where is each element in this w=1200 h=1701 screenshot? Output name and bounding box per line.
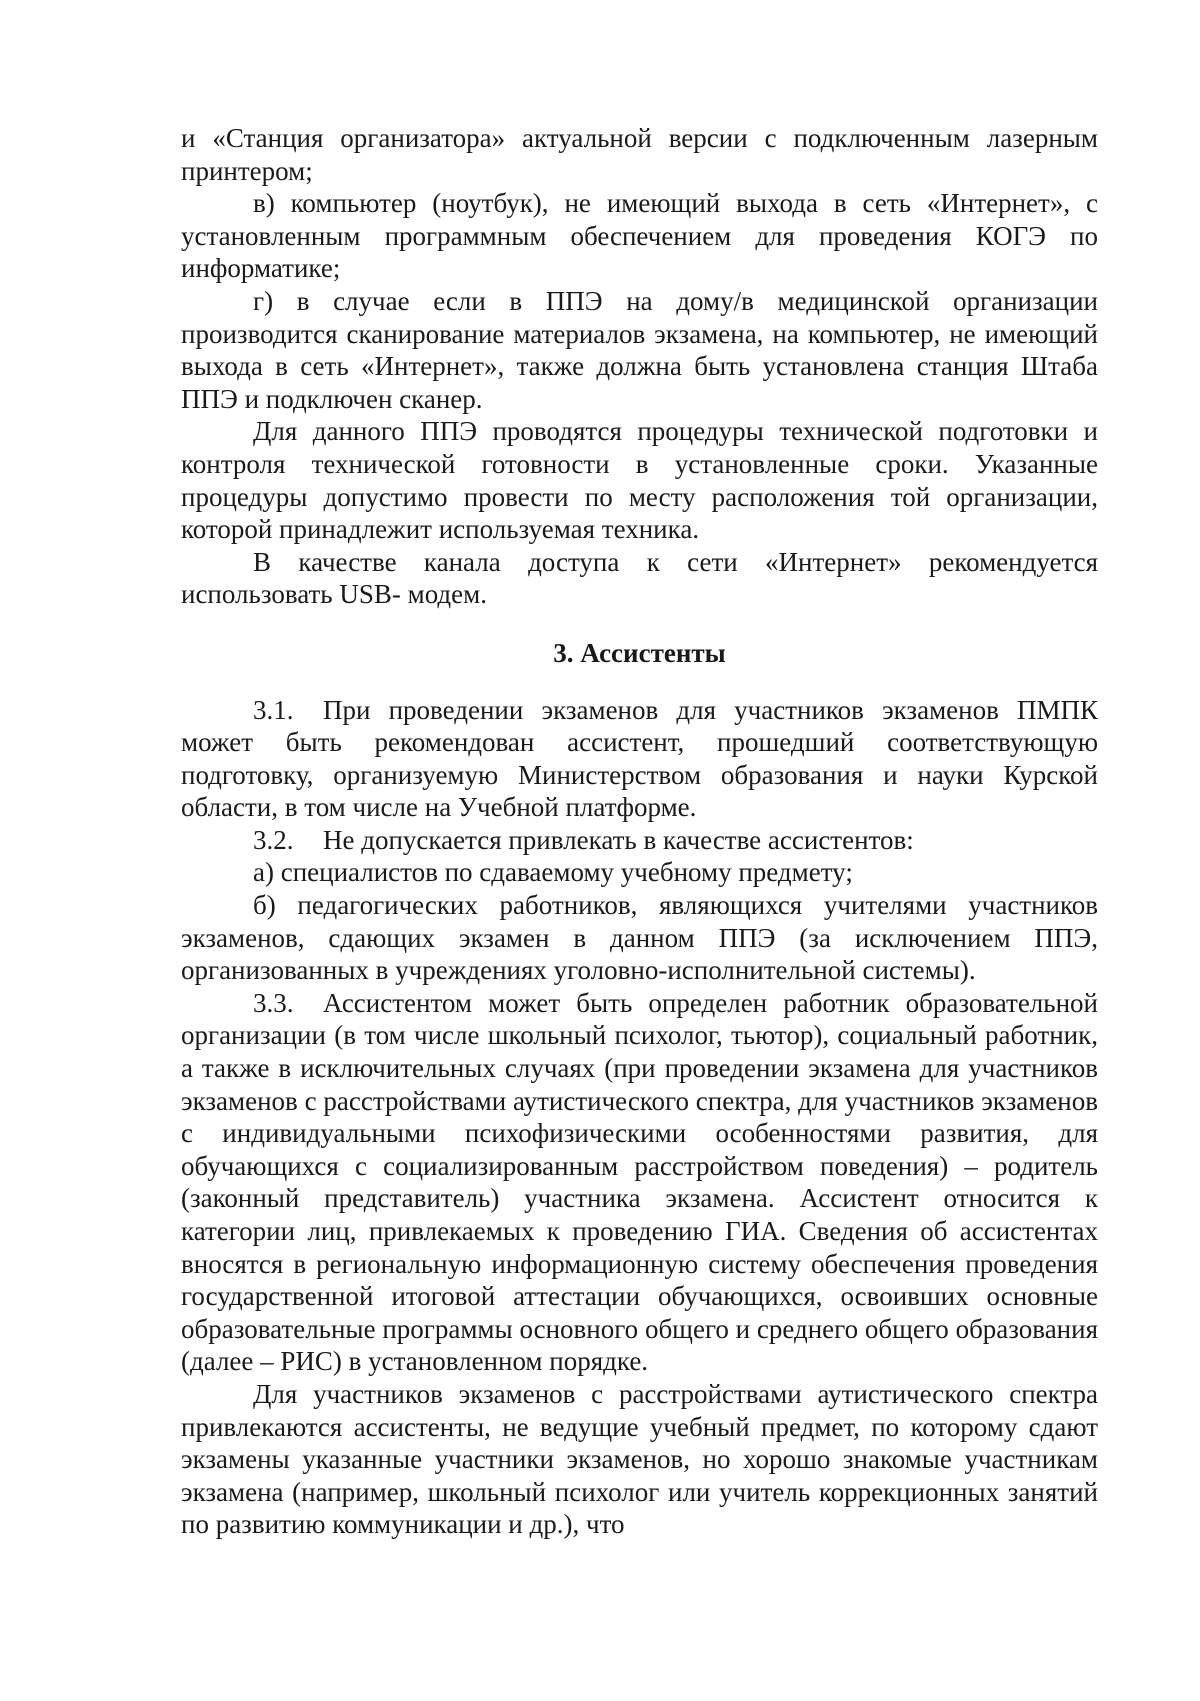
paragraph-number: 3.2. xyxy=(253,824,294,855)
paragraph-text: При проведении экзаменов для участников экзаменов ПМПК может быть рекомендован ассистент, прошедший соответствующую подготовку, организуемую Министерством образования и науки Курской области, в том числе на Учебной платформе. xyxy=(181,694,1098,823)
paragraph: г) в случае если в ППЭ на дому/в медицинской организации производится сканирование материалов экзамена, на компьютер, не имеющий выхода в сеть «Интернет», также должна быть установлена станция Штаба ППЭ и подключен сканер. xyxy=(181,285,1098,414)
paragraph-text: Не допускается привлекать в качестве ассистентов: xyxy=(323,824,914,855)
document-page xyxy=(181,122,1098,1541)
numbered-paragraph xyxy=(181,987,1098,1378)
paragraph: В качестве канала доступа к сети «Интернет» рекомендуется использовать USB- модем. xyxy=(181,546,1098,610)
paragraph: б) педагогических работников, являющихся учителями участников экзаменов, сдающих экзамен в данном ППЭ (за исключением ППЭ, организованных в учреждениях уголовно-исполнительной системы). xyxy=(181,890,1098,986)
paragraph: Для данного ППЭ проводятся процедуры технической подготовки и контроля технической готовности в установленные сроки. Указанные процедуры допустимо провести по месту расположения той организации, которой принадлежит используемая техника. xyxy=(181,416,1098,545)
section-heading: 3. Ассистенты xyxy=(553,637,726,668)
paragraph-text: Ассистентом может быть определен работник образовательной организации (в том числе школьный психолог, тьютор), социальный работник, а также в исключительных случаях (при проведении экзамена для участников экзаменов с расстройствами аутистического спектра, для участников экзаменов с индивидуальными психофизическими особенностями развития, для обучающихся с социализированным расстройством поведения) – родитель (законный представитель) участника экзамена. Ассистент относится к категории лиц, привлекаемых к проведению ГИА. Сведения об ассистентах вносятся в региональную информационную систему обеспечения проведения государственной итоговой аттестации обучающихся, освоивших основные образовательные программы основного общего и среднего общего образования (далее – РИС) в установленном порядке. xyxy=(181,987,1098,1377)
numbered-paragraph xyxy=(181,694,1098,824)
paragraph-number: 3.3. xyxy=(253,987,294,1018)
paragraph: а) специалистов по сдаваемому учебному предмету; xyxy=(253,857,853,888)
paragraph-number: 3.1. xyxy=(253,694,294,725)
paragraph: и «Станция организатора» актуальной версии с подключенным лазерным принтером; xyxy=(181,123,1098,186)
paragraph: в) компьютер (ноутбук), не имеющий выхода в сеть «Интернет», с установленным программным обеспечением для проведения КОГЭ по информатике; xyxy=(181,188,1098,284)
paragraph: Для участников экзаменов с расстройствами аутистического спектра привлекаются ассистенты, не ведущие учебный предмет, по которому сдают экзамены указанные участники экзаменов, но хорошо знакомые участникам экзамена (например, школьный психолог или учитель коррекционных занятий по развитию коммуникации и др.), что xyxy=(181,1378,1098,1540)
numbered-paragraph xyxy=(181,824,1098,857)
